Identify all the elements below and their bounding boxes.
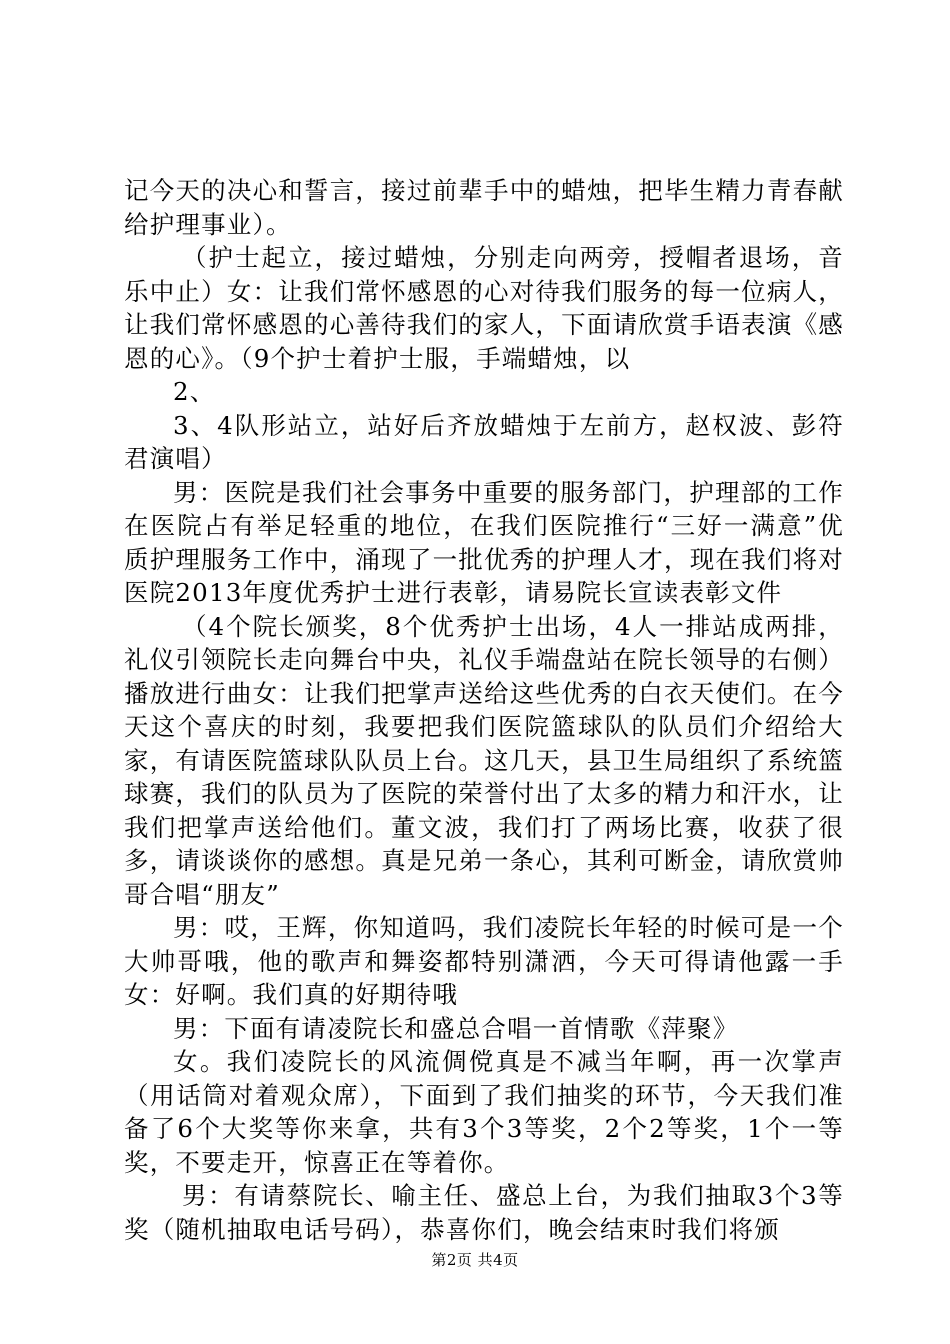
paragraph-2: （护士起立，接过蜡烛，分别走向两旁，授帽者退场，音乐中止）女：让我们常怀感恩的心对待我们服务的每一位病人，让我们常怀感恩的心善待我们的家人，下面请欣赏手语表演《感恩的心》。（9个护士着护士服，手端蜡烛，以 [124,243,844,373]
paragraph-3: 2、 [173,377,216,406]
document-body [124,174,844,1246]
paragraph-9: 女。我们凌院长的风流倜傥真是不减当年啊，再一次掌声（用话筒对着观众席），下面到了我们抽奖的环节，今天我们准备了6个大奖等你来拿，共有3个3等奖，2个2等奖，1个一等奖，不要走开，惊喜正在等着你。 [124,1047,844,1177]
paragraph-10: 男：有请蔡院长、喻主任、盛总上台，为我们抽取3个3等奖（随机抽取电话号码），恭喜你们，晚会结束时我们将颁 [124,1181,844,1244]
paragraph-4: 3、4队形站立，站好后齐放蜡烛于左前方，赵权波、彭符君演唱） [124,410,844,473]
paragraph-6: （4个院长颁奖，8个优秀护士出场，4人一排站成两排，礼仪引领院长走向舞台中央，礼仪手端盘站在院长领导的右侧）播放进行曲女：让我们把掌声送给这些优秀的白衣天使们。在今天这个喜庆的时刻，我要把我们医院篮球队的队员们介绍给大家，有请医院篮球队队员上台。这几天，县卫生局组织了系统篮球赛，我们的队员为了医院的荣誉付出了太多的精力和汗水，让我们把掌声送给他们。董文波，我们打了两场比赛，收获了很多，请谈谈你的感想。真是兄弟一条心，其利可断金，请欣赏帅哥合唱“朋友” [124,611,844,909]
paragraph-7: 男：哎，王辉，你知道吗，我们凌院长年轻的时候可是一个大帅哥哦，他的歌声和舞姿都特别潇洒，今天可得请他露一手女：好啊。我们真的好期待哦 [124,913,844,1009]
paragraph-8: 男：下面有请凌院长和盛总合唱一首情歌《萍聚》 [173,1013,739,1043]
paragraph-1: 记今天的决心和誓言，接过前辈手中的蜡烛，把毕生精力青春献给护理事业）。 [124,176,844,239]
paragraph-5: 男：医院是我们社会事务中重要的服务部门，护理部的工作在医院占有举足轻重的地位，在我们医院推行“三好一满意”优质护理服务工作中，涌现了一批优秀的护理人才，现在我们将对医院2013年度优秀护士进行表彰，请易院长宣读表彰文件 [124,477,844,607]
page-number-footer: 第2页 共4页 [431,1251,519,1269]
